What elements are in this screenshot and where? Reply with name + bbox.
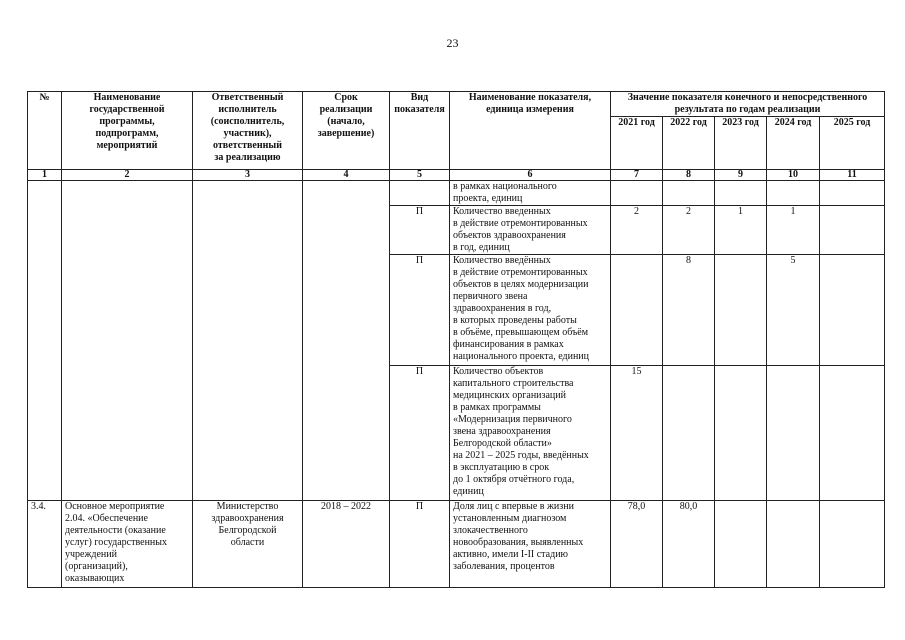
column-number: 3 xyxy=(193,170,303,181)
column-number: 7 xyxy=(611,170,663,181)
indicator-type: П xyxy=(390,206,450,255)
value-2024 xyxy=(767,366,820,501)
value-2023 xyxy=(715,181,767,206)
column-number: 5 xyxy=(390,170,450,181)
column-number: 4 xyxy=(303,170,390,181)
value-2025 xyxy=(820,366,885,501)
column-number: 11 xyxy=(820,170,885,181)
column-number: 2 xyxy=(62,170,193,181)
column-number-row xyxy=(28,170,885,181)
indicator-type: П xyxy=(390,366,450,501)
value-2025 xyxy=(820,181,885,206)
indicator-name: Количество введенных в действие отремонтированных объектов здравоохранения в год, единиц xyxy=(450,206,611,255)
header-values: Значение показателя конечного и непосредственного результата по годам реализации xyxy=(611,92,885,117)
column-number: 1 xyxy=(28,170,62,181)
value-2021: 78,0 xyxy=(611,501,663,588)
header-number: № xyxy=(28,92,62,170)
activity-number: 3.4. xyxy=(28,501,62,588)
column-number: 6 xyxy=(450,170,611,181)
activity-name: Основное мероприятие 2.04. «Обеспечение деятельности (оказание услуг) государственных учреждений (организаций), оказывающих xyxy=(62,501,193,588)
value-2025 xyxy=(820,255,885,366)
value-2021: 2 xyxy=(611,206,663,255)
value-2024 xyxy=(767,181,820,206)
value-2024: 1 xyxy=(767,206,820,255)
header-year: 2024 год xyxy=(767,117,820,170)
column-number: 9 xyxy=(715,170,767,181)
value-2022: 2 xyxy=(663,206,715,255)
indicator-name: в рамках национального проекта, единиц xyxy=(450,181,611,206)
value-2022 xyxy=(663,366,715,501)
value-2021 xyxy=(611,255,663,366)
value-2023: 1 xyxy=(715,206,767,255)
empty-cell xyxy=(303,181,390,501)
activity-row xyxy=(28,501,885,588)
value-2023 xyxy=(715,366,767,501)
indicator-type xyxy=(390,181,450,206)
table-row xyxy=(28,181,885,206)
value-2025 xyxy=(820,206,885,255)
indicator-name: Количество введённых в действие отремонтированных объектов в целях модернизации первичного звена здравоохранения в год, в которых проведены работы в объёме, превышающем объём финансирования в рамках национального проекта, единиц xyxy=(450,255,611,366)
value-2021 xyxy=(611,181,663,206)
header-row xyxy=(28,92,885,117)
page-number: 23 xyxy=(446,36,459,50)
value-2022: 80,0 xyxy=(663,501,715,588)
value-2023 xyxy=(715,255,767,366)
header-indicator-name: Наименование показателя, единица измерения xyxy=(450,92,611,170)
column-number: 8 xyxy=(663,170,715,181)
activity-executor: Министерство здравоохранения Белгородской области xyxy=(193,501,303,588)
value-2024 xyxy=(767,501,820,588)
header-year: 2021 год xyxy=(611,117,663,170)
program-table xyxy=(27,91,885,588)
value-2021: 15 xyxy=(611,366,663,501)
value-2024: 5 xyxy=(767,255,820,366)
value-2023 xyxy=(715,501,767,588)
indicator-name: Количество объектов капитального строительства медицинских организаций в рамках программы «Модернизация первичного звена здравоохранения Белгородской области» на 2021 – 2025 годы, введённых в эксплуатацию в срок до 1 октября отчётного года, единиц xyxy=(450,366,611,501)
empty-cell xyxy=(62,181,193,501)
value-2025 xyxy=(820,501,885,588)
column-number: 10 xyxy=(767,170,820,181)
indicator-name: Доля лиц с впервые в жизни установленным диагнозом злокачественного новообразования, выявленных активно, имели I-II стадию заболевания, процентов xyxy=(450,501,611,588)
header-executor: Ответственный исполнитель (соисполнитель, участник), ответственный за реализацию xyxy=(193,92,303,170)
header-year: 2022 год xyxy=(663,117,715,170)
header-year: 2023 год xyxy=(715,117,767,170)
header-program-name: Наименование государственной программы, подпрограмм, мероприятий xyxy=(62,92,193,170)
empty-cell xyxy=(193,181,303,501)
indicator-type: П xyxy=(390,255,450,366)
empty-cell xyxy=(28,181,62,501)
value-2022 xyxy=(663,181,715,206)
header-period: Срок реализации (начало, завершение) xyxy=(303,92,390,170)
value-2022: 8 xyxy=(663,255,715,366)
activity-period: 2018 – 2022 xyxy=(303,501,390,588)
header-indicator-type: Вид показателя xyxy=(390,92,450,170)
indicator-type: П xyxy=(390,501,450,588)
header-year: 2025 год xyxy=(820,117,885,170)
